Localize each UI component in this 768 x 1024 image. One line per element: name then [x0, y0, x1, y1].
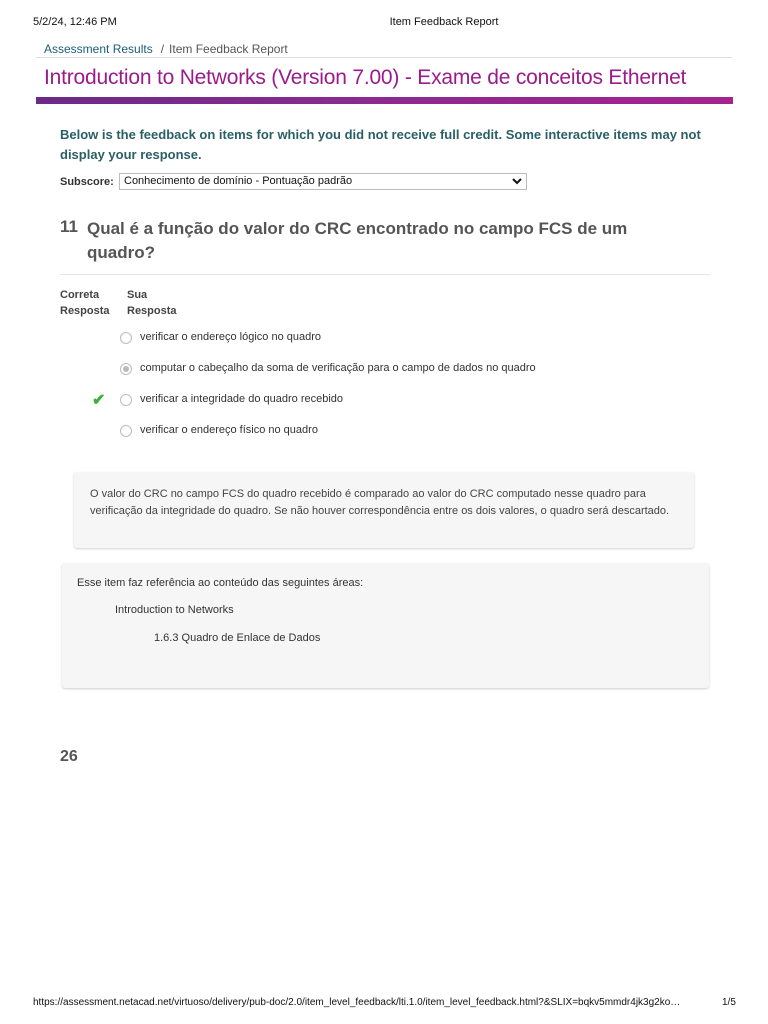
answer-explanation: O valor do CRC no campo FCS do quadro recebido é comparado ao valor do CRC computado nesse quadro para verificação da integridade do quadro. Se não houver correspondência entre os dois valores, o quadro será descartado.: [74, 472, 694, 548]
breadcrumb-assessment-results-link[interactable]: Assessment Results: [44, 42, 153, 56]
next-question-number: 26: [60, 748, 78, 765]
feedback-notice: Below is the feedback on items for which you did not receive full credit. Some interactive items may not display your response.: [60, 127, 701, 162]
answer-option-label: verificar o endereço lógico no quadro: [140, 331, 322, 343]
radio-button[interactable]: [120, 394, 132, 406]
breadcrumb: [44, 42, 288, 56]
question-number: 11: [60, 217, 78, 236]
subscore-selected-value: Conhecimento de domínio - Pontuação padrão: [124, 175, 353, 187]
subscore-label: Subscore:: [60, 176, 114, 188]
print-date: 5/2/24, 12:46 PM: [33, 16, 117, 28]
breadcrumb-current: Item Feedback Report: [169, 42, 288, 56]
breadcrumb-separator: /: [160, 42, 165, 56]
chevron-down-icon: [512, 174, 522, 191]
answer-option-label: verificar a integridade do quadro recebido: [140, 393, 344, 405]
subscore-select[interactable]: [119, 173, 527, 190]
print-title: Item Feedback Report: [389, 16, 499, 28]
breadcrumb-divider: [36, 57, 732, 58]
question-divider: [60, 274, 710, 275]
reference-intro: Esse item faz referência ao conteúdo das seguintes áreas:: [77, 577, 364, 589]
reference-topic: 1.6.3 Quadro de Enlace de Dados: [154, 632, 321, 644]
answer-option-label: verificar o endereço físico no quadro: [140, 424, 318, 436]
print-page-number: 1/5: [722, 997, 736, 1008]
radio-button[interactable]: [120, 332, 132, 344]
radio-button[interactable]: [120, 425, 132, 437]
page-title: Introduction to Networks (Version 7.00) - Exame de conceitos Ethernet: [44, 66, 687, 89]
print-footer-url: https://assessment.netacad.net/virtuoso/delivery/pub-doc/2.0/item_level_feedback/lti.1.0/item_level_feedback.html?&SLIX=bqkv5mmdr4jk3g2ko…: [33, 997, 681, 1008]
answer-option-label: computar o cabeçalho da soma de verificação para o campo de dados no quadro: [140, 362, 536, 374]
correct-answer-check-icon: ✔: [92, 392, 106, 409]
question-text: Qual é a função do valor do CRC encontrado no campo FCS de um quadro?: [87, 219, 628, 262]
column-header-your-answer: Sua Resposta: [127, 289, 177, 317]
reference-box: [62, 563, 709, 688]
column-header-correct: Correta Resposta: [60, 289, 110, 317]
reference-course: Introduction to Networks: [115, 604, 234, 616]
radio-button-selected[interactable]: [120, 363, 132, 375]
title-accent-bar: [36, 97, 733, 104]
